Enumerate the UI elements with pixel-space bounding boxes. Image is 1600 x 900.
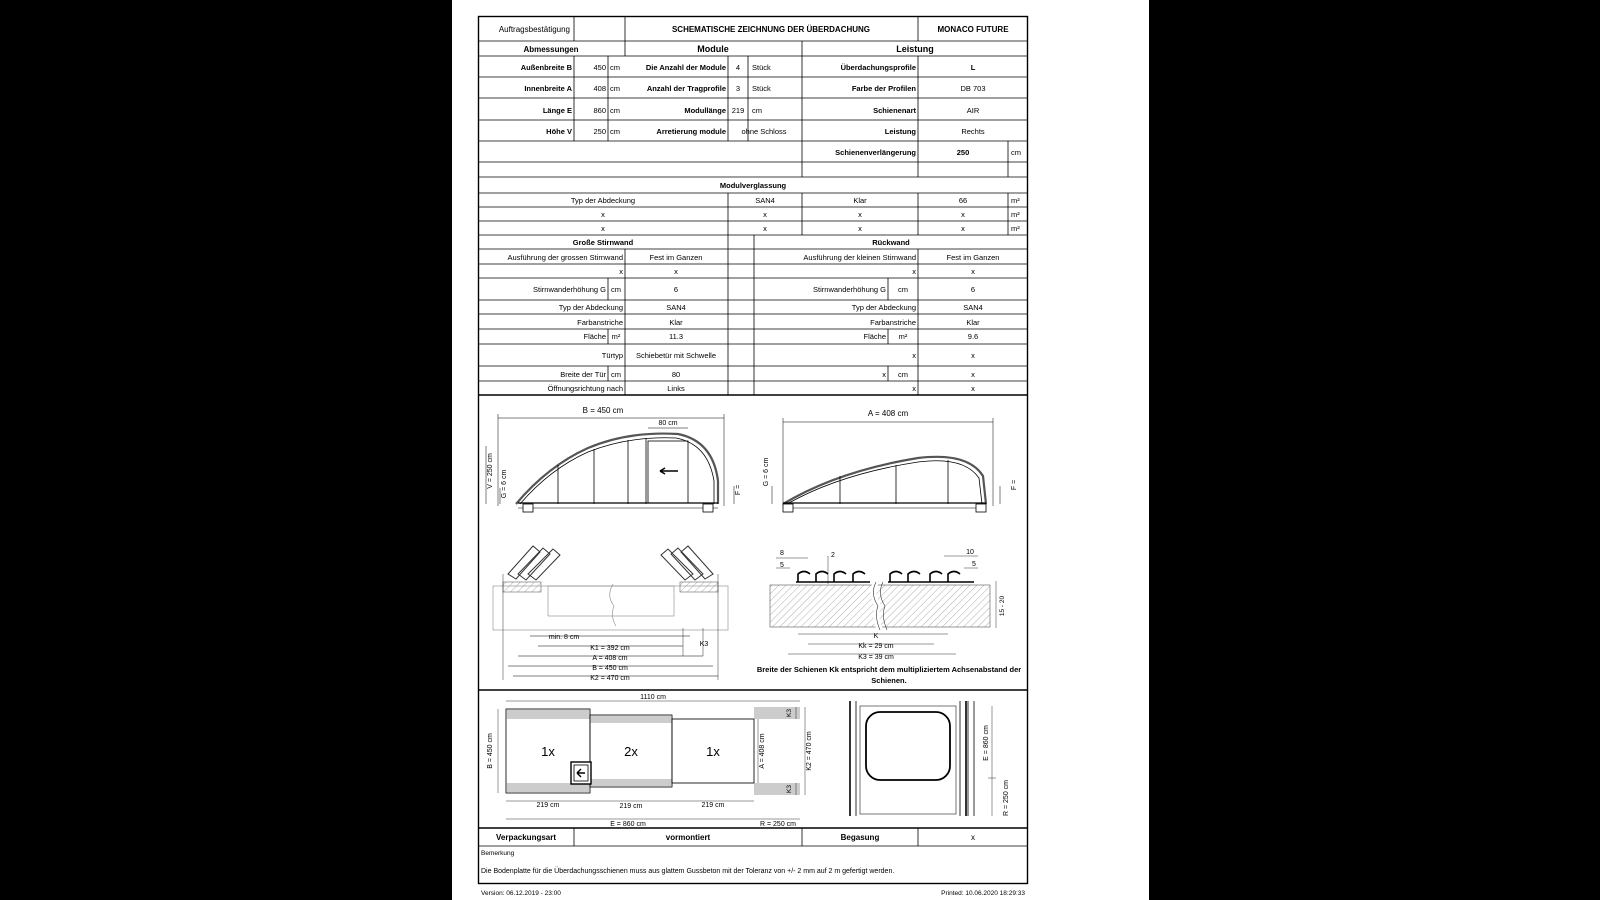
module-value: ohne Schloss — [741, 127, 787, 136]
rail-extension-value: 250 — [956, 148, 970, 157]
back-g-label: G = 6 cm — [763, 457, 770, 487]
back-wall-door-width: x — [971, 370, 975, 379]
glazing-finish: x — [858, 224, 862, 233]
rail-min-label: min. 8 cm — [548, 634, 580, 641]
plan-k2-label: K2 = 470 cm — [806, 731, 813, 771]
big-wall-title: Große Stirnwand — [572, 238, 634, 247]
glazing-area: x — [961, 224, 965, 233]
side-e-label: E = 860 cm — [983, 725, 990, 761]
header-left: Auftragsbestätigung — [498, 25, 570, 34]
back-wall-color: Klar — [966, 318, 980, 327]
rail-dim-5b: 5 — [972, 561, 976, 568]
rail-dim-2: 2 — [831, 552, 835, 559]
big-wall-door-label: Türtyp — [601, 351, 623, 360]
big-wall-door-width: 80 — [671, 370, 681, 379]
plan-b-label: B = 450 cm — [487, 733, 494, 769]
side-r-label: R = 250 cm — [1003, 780, 1010, 816]
rail-dim-label: A = 408 cm — [592, 655, 628, 662]
glazing-area: x — [961, 210, 965, 219]
rail-extension-unit: cm — [1011, 148, 1021, 157]
printed-text: Printed: 10.06.2020 18:29:33 — [941, 890, 1025, 897]
plan-total-label: 1110 cm — [640, 694, 666, 701]
dim-value: 450 — [593, 63, 606, 72]
big-wall-cover-label: Typ der Abdeckung — [558, 303, 623, 312]
dim-label: Höhe V — [546, 127, 572, 136]
rail-k3-total-label: K3 = 39 cm — [858, 654, 894, 661]
back-wall-door-width-unit: cm — [898, 370, 908, 379]
glazing-title: Modulverglassung — [719, 181, 787, 190]
big-wall-area-unit: m² — [611, 332, 621, 341]
big-wall-area-label: Fläche — [583, 332, 606, 341]
big-wall-door-width-label: Breite der Tür — [560, 370, 606, 379]
back-wall-door: x — [971, 351, 975, 360]
glazing-unit: m² — [1011, 196, 1020, 205]
glazing-unit: m² — [1011, 224, 1020, 233]
rail-dim-10: 10 — [966, 549, 974, 556]
rail-kk-label: Kk = 29 cm — [858, 643, 894, 650]
packaging-value: vormontiert — [665, 833, 711, 842]
fumigation-value: x — [971, 833, 975, 842]
big-wall-cover: SAN4 — [666, 303, 686, 312]
rail-height-label: 15 - 20 — [999, 595, 1006, 617]
module-label: Modullänge — [684, 106, 726, 115]
rail-k-label: K — [873, 633, 879, 640]
back-wall-height: 6 — [970, 285, 976, 294]
back-wall-extra: x — [971, 267, 975, 276]
dim-unit: cm — [610, 84, 620, 93]
plan-e-label: E = 860 cm — [610, 821, 646, 828]
glazing-finish: Klar — [853, 196, 867, 205]
plan-module-length: 219 cm — [701, 802, 725, 809]
module-value: 4 — [735, 63, 741, 72]
glazing-type: x — [763, 210, 767, 219]
perf-label: Schienenart — [873, 106, 916, 115]
dim-label: Länge E — [542, 106, 572, 115]
glazing-label: x — [601, 210, 605, 219]
big-wall-opening-label: Öffnungsrichtung nach — [547, 384, 623, 393]
big-wall-execution: Fest im Ganzen — [649, 253, 703, 262]
plan-k3-label: K3 — [786, 709, 793, 717]
plan-module-count: 2x — [624, 744, 638, 759]
back-wall-area-label: Fläche — [863, 332, 886, 341]
big-wall-door-width-unit: cm — [611, 370, 621, 379]
dim-unit: cm — [610, 127, 620, 136]
rail-dim-label: K1 = 392 cm — [590, 645, 630, 652]
back-wall-area-unit: m² — [898, 332, 908, 341]
back-wall-execution: Fest im Ganzen — [946, 253, 1000, 262]
module-unit: cm — [752, 106, 762, 115]
back-view-drawing — [772, 418, 1000, 512]
dim-label: Innenbreite A — [524, 84, 572, 93]
side-view-drawing — [850, 701, 996, 816]
front-f-label: F = — [735, 484, 742, 496]
dim-unit: cm — [610, 106, 620, 115]
remark-label: Bemerkung — [481, 850, 515, 857]
module-label: Die Anzahl der Module — [645, 63, 726, 72]
module-unit: Stück — [752, 63, 771, 72]
rail-note: Breite der Schienen Kk entspricht dem multipliziertem Achsenabstand der Schienen. — [756, 665, 1022, 685]
rail-extension-label: Schienenverlängerung — [835, 148, 916, 157]
version-text: Version: 06.12.2019 - 23:00 — [481, 890, 561, 897]
big-wall-color-label: Farbanstriche — [577, 318, 623, 327]
module-value: 219 — [731, 106, 745, 115]
back-wall-title: Rückwand — [872, 238, 910, 247]
rail-dim-label: K2 = 470 cm — [590, 675, 630, 682]
front-v-label: V = 250 cm — [487, 453, 494, 489]
front-door-label: 80 cm — [658, 420, 678, 427]
glazing-finish: x — [858, 210, 862, 219]
glazing-area: 66 — [958, 196, 968, 205]
perf-label: Überdachungsprofile — [840, 63, 916, 72]
plan-r-label: R = 250 cm — [760, 821, 796, 828]
back-wall-opening-label: x — [912, 384, 916, 393]
section-modules: Module — [697, 44, 729, 54]
page-title: SCHEMATISCHE ZEICHNUNG DER ÜBERDACHUNG — [671, 25, 871, 34]
back-wall-color-label: Farbanstriche — [870, 318, 916, 327]
big-wall-extra: x — [674, 267, 678, 276]
module-label: Anzahl der Tragprofile — [646, 84, 726, 93]
big-wall-execution-label: Ausführung der grossen Stirnwand — [507, 253, 623, 262]
big-wall-color: Klar — [669, 318, 683, 327]
big-wall-opening: Links — [667, 384, 685, 393]
module-value: 3 — [735, 84, 741, 93]
dim-value: 408 — [593, 84, 606, 93]
plan-a-label: A = 408 cm — [759, 733, 766, 769]
back-wall-door-width-label: x — [882, 370, 886, 379]
perf-value: Rechts — [961, 127, 985, 136]
perf-value: L — [970, 63, 976, 72]
back-wall-height-unit: cm — [898, 285, 908, 294]
document-page — [452, 0, 1149, 900]
perf-value: AIR — [966, 106, 980, 115]
back-wall-execution-label: Ausführung der kleinen Stirnwand — [803, 253, 916, 262]
rail-k3-label: K3 — [699, 641, 709, 648]
glazing-type: x — [763, 224, 767, 233]
packaging-label: Verpackungsart — [495, 833, 557, 842]
back-wall-cover: SAN4 — [963, 303, 983, 312]
order-sheet — [478, 16, 1028, 897]
back-wall-area: 9.6 — [967, 332, 979, 341]
section-dimensions: Abmessungen — [523, 45, 579, 54]
back-f-label: F = — [1011, 479, 1018, 491]
rail-dim-5a: 5 — [780, 562, 784, 569]
plan-module-count: 1x — [706, 744, 720, 759]
big-wall-height-unit: cm — [611, 285, 621, 294]
rail-dim-label: B = 450 cm — [592, 665, 628, 672]
back-wall-height-label: Stirnwanderhöhung G — [813, 285, 886, 294]
glazing-label: x — [601, 224, 605, 233]
sheet-svg — [478, 16, 1028, 897]
fumigation-label: Begasung — [840, 833, 880, 842]
plan-k3-label: K3 — [786, 785, 793, 793]
glazing-unit: m² — [1011, 210, 1020, 219]
big-wall-height-label: Stirnwanderhöhung G — [533, 285, 606, 294]
plan-module-length: 219 cm — [536, 802, 560, 809]
rail-dim-8: 8 — [780, 550, 784, 557]
model-name: MONACO FUTURE — [937, 25, 1009, 34]
dim-value: 250 — [593, 127, 606, 136]
back-width-label: A = 408 cm — [867, 409, 909, 418]
front-view-drawing — [486, 414, 734, 512]
big-wall-height: 6 — [673, 285, 679, 294]
back-wall-opening: x — [971, 384, 975, 393]
module-label: Arretierung module — [656, 127, 726, 136]
section-performance: Leistung — [896, 44, 934, 54]
dim-label: Außenbreite B — [520, 63, 572, 72]
dim-value: 860 — [593, 106, 606, 115]
perf-value: DB 703 — [960, 84, 986, 93]
perf-label: Farbe der Profilen — [851, 84, 916, 93]
rail-section-right — [770, 556, 996, 654]
remark-text: Die Bodenplatte für die Überdachungsschienen muss aus glattem Gussbeton mit der Toleranz von +/- 2 mm auf 2 m gefertigt werden. — [481, 868, 895, 875]
back-wall-door-label: x — [912, 351, 916, 360]
back-wall-extra-label: x — [912, 267, 916, 276]
big-wall-door: Schiebetür mit Schwelle — [635, 351, 717, 360]
module-unit: Stück — [752, 84, 771, 93]
perf-label: Leistung — [884, 127, 916, 136]
big-wall-area: 11.3 — [668, 332, 684, 341]
dim-unit: cm — [610, 63, 620, 72]
plan-module-length: 219 cm — [619, 803, 643, 810]
glazing-type: SAN4 — [755, 196, 775, 205]
back-wall-cover-label: Typ der Abdeckung — [851, 303, 916, 312]
front-g-label: G = 6 cm — [501, 469, 508, 499]
big-wall-extra-label: x — [619, 267, 623, 276]
glazing-label: Typ der Abdeckung — [570, 196, 636, 205]
front-width-label: B = 450 cm — [582, 406, 624, 415]
plan-module-count: 1x — [541, 744, 555, 759]
